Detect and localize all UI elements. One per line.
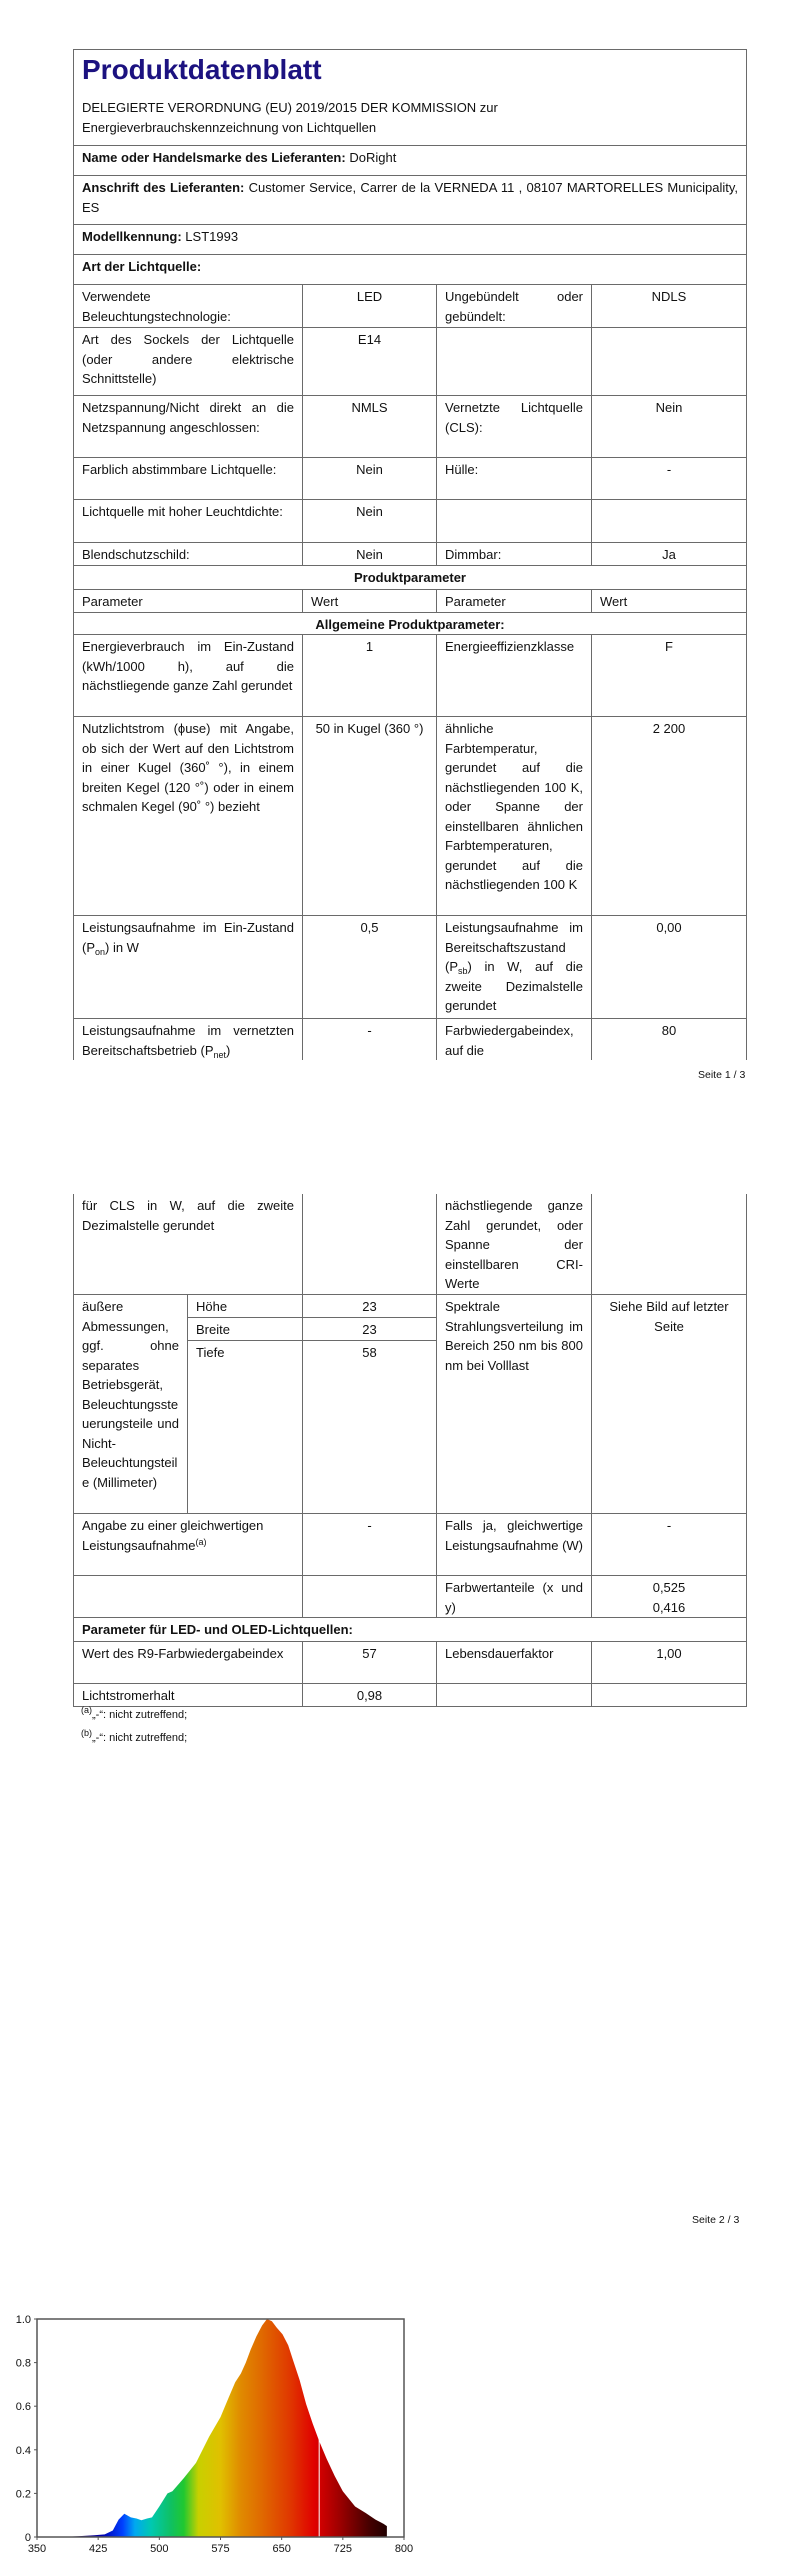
light-source-value-2 bbox=[591, 327, 747, 396]
footnote-mark: (b) bbox=[81, 1728, 92, 1738]
general-params-heading: Allgemeine Produktparameter: bbox=[73, 612, 747, 635]
dim-width-label: Breite bbox=[187, 1317, 303, 1341]
light-source-label-2: Vernetzte Lichtquelle (CLS): bbox=[436, 395, 592, 458]
empty-cell bbox=[591, 1683, 747, 1707]
cct-value: 2 200 bbox=[591, 716, 747, 916]
p-on-value: 0,5 bbox=[302, 915, 437, 1019]
p-on-sub: on bbox=[95, 946, 106, 957]
light-source-value-2: Nein bbox=[591, 395, 747, 458]
p-net-sub: net bbox=[213, 1049, 227, 1060]
cri-value: 80 bbox=[591, 1018, 747, 1060]
equivalent-text: Angabe zu einer gleichwertigen Leistungsaufnahme bbox=[82, 1518, 264, 1553]
light-source-value-2: NDLS bbox=[591, 284, 747, 328]
light-source-label: Art des Sockels der Lichtquelle (oder andere elektrische Schnittstelle) bbox=[73, 327, 303, 396]
p-on-text-end: ) in W bbox=[105, 939, 139, 955]
col-header-value-2: Wert bbox=[591, 589, 747, 613]
p-net-label-cont: für CLS in W, auf die zweite Dezimalstelle gerundet bbox=[73, 1194, 303, 1295]
lumen-maintenance-value: 0,98 bbox=[302, 1683, 437, 1707]
light-source-label: Verwendete Beleuchtungstechnologie: bbox=[73, 284, 303, 328]
dimensions-label: äußere Abmessungen, ggf. ohne separates Betriebsgerät, Beleuchtungssteuerungsteile und Nicht-Beleuchtungsteile (Millimeter) bbox=[73, 1294, 188, 1514]
chromaticity-label: Farbwertanteile (x und y) bbox=[436, 1575, 592, 1618]
light-source-label: Netzspannung/Nicht direkt an die Netzspannung angeschlossen: bbox=[73, 395, 303, 458]
light-source-label: Blendschutzschild: bbox=[73, 542, 303, 566]
y-tick-label: 0.8 bbox=[15, 2357, 31, 2370]
x-tick-label: 650 bbox=[272, 2543, 291, 2555]
model-value: LST1993 bbox=[185, 229, 239, 244]
efficiency-class-value: F bbox=[591, 634, 747, 717]
p-sb-text: Leistungsaufnahme im Bereitschaftszustand (P bbox=[445, 920, 583, 974]
equivalent-label bbox=[73, 1513, 303, 1576]
cri-value-cont bbox=[591, 1194, 747, 1295]
footnote-text: „-“: nicht zutreffend; bbox=[92, 1709, 188, 1721]
flux-value: 50 in Kugel (360 °) bbox=[302, 716, 437, 916]
supplier-name-value: DoRight bbox=[349, 150, 397, 165]
dim-depth-value: 58 bbox=[302, 1340, 437, 1514]
dim-depth-label: Tiefe bbox=[187, 1340, 303, 1514]
light-source-value: NMLS bbox=[302, 395, 437, 458]
supplier-name-label: Name oder Handelsmarke des Lieferanten: bbox=[82, 150, 346, 165]
product-params-heading: Produktparameter bbox=[73, 565, 747, 590]
light-source-value: Nein bbox=[302, 499, 437, 543]
survival-factor-value: 1,00 bbox=[591, 1641, 747, 1684]
r9-label: Wert des R9-Farbwiedergabeindex bbox=[73, 1641, 303, 1684]
empty-cell bbox=[73, 1575, 303, 1618]
model-row bbox=[73, 224, 747, 255]
footnote-ref-a: (a) bbox=[195, 1536, 207, 1547]
flux-label: Nutzlichtstrom (ϕuse) mit Angabe, ob sich der Wert auf den Lichtstrom in einer Kugel (360˚ °), in einem breiten Kegel (120 °˚) oder in einem schmalen Kegel (90˚ °) bezieht bbox=[73, 716, 303, 916]
empty-cell bbox=[436, 1683, 592, 1707]
efficiency-class-label: Energieeffizienzklasse bbox=[436, 634, 592, 717]
light-source-value-2 bbox=[591, 499, 747, 543]
page-title: Produktdatenblatt bbox=[82, 54, 322, 85]
cri-label-cont: nächstliegende ganze Zahl gerundet, oder Spanne der einstellbaren CRI-Werte bbox=[436, 1194, 592, 1295]
y-tick-label: 0.2 bbox=[15, 2488, 31, 2501]
model-label: Modellkennung: bbox=[82, 229, 182, 244]
empty-cell bbox=[302, 1575, 437, 1618]
light-source-value: Nein bbox=[302, 457, 437, 500]
light-source-label-2: Dimmbar: bbox=[436, 542, 592, 566]
x-tick-label: 500 bbox=[150, 2543, 169, 2555]
chromaticity-x: 0,525 bbox=[652, 1580, 686, 1595]
x-tick-label: 575 bbox=[211, 2543, 230, 2555]
energy-label: Energieverbrauch im Ein-Zustand (kWh/1000 h), auf die nächstliegende ganze Zahl gerundet bbox=[73, 634, 303, 717]
x-tick-label: 800 bbox=[394, 2543, 414, 2555]
light-source-value: LED bbox=[302, 284, 437, 328]
p-net-text: Leistungsaufnahme im vernetzten Bereitschaftsbetrieb (P bbox=[82, 1023, 294, 1058]
supplier-address-value: Customer Service, Carrer de la VERNEDA 11 , 08107 MARTORELLES Municipality, ES bbox=[82, 180, 738, 215]
r9-value: 57 bbox=[302, 1641, 437, 1684]
dim-height-value: 23 bbox=[302, 1294, 437, 1318]
x-tick-label: 350 bbox=[27, 2543, 47, 2555]
p-on-text: Leistungsaufnahme im Ein-Zustand (P bbox=[82, 920, 294, 955]
light-source-value-2: - bbox=[591, 457, 747, 500]
col-header-value-1: Wert bbox=[302, 589, 437, 613]
lumen-maintenance-label: Lichtstromerhalt bbox=[73, 1683, 303, 1707]
y-tick-label: 0.6 bbox=[15, 2401, 31, 2414]
p-sb-text-end: ) in W, auf die zweite Dezimalstelle gerundet bbox=[445, 959, 583, 1013]
footnote-b bbox=[81, 1728, 188, 1744]
light-source-value: E14 bbox=[302, 327, 437, 396]
supplier-address-row bbox=[73, 175, 747, 225]
col-header-param-1: Parameter bbox=[73, 589, 303, 613]
page-number-1: Seite 1 / 3 bbox=[698, 1069, 746, 1081]
equivalent-power-label: Falls ja, gleichwertige Leistungsaufnahme (W) bbox=[436, 1513, 592, 1576]
p-net-label bbox=[73, 1018, 303, 1060]
light-source-label: Farblich abstimmbare Lichtquelle: bbox=[73, 457, 303, 500]
spectrum-area bbox=[37, 2319, 387, 2537]
regulation-text: DELEGIERTE VERORDNUNG (EU) 2019/2015 DER KOMMISSION zur Energieverbrauchskennzeichnung von Lichtquellen bbox=[82, 100, 498, 135]
p-net-value-cont bbox=[302, 1194, 437, 1295]
cct-label: ähnliche Farbtemperatur, gerundet auf die nächstliegenden 100 K, oder Spanne der einstellbaren ähnlichen Farbtemperaturen, gerundet auf die nächstliegenden 100 K bbox=[436, 716, 592, 916]
p-on-label bbox=[73, 915, 303, 1019]
light-source-value: Nein bbox=[302, 542, 437, 566]
light-source-label-2 bbox=[436, 499, 592, 543]
footnote-a bbox=[81, 1705, 188, 1721]
y-tick-label: 1.0 bbox=[15, 2314, 31, 2326]
light-source-value-2: Ja bbox=[591, 542, 747, 566]
spd-label: Spektrale Strahlungsverteilung im Bereich 250 nm bis 800 nm bei Volllast bbox=[436, 1294, 592, 1514]
led-params-heading: Parameter für LED- und OLED-Lichtquellen: bbox=[73, 1617, 747, 1642]
cri-label: Farbwiedergabeindex, auf die bbox=[436, 1018, 592, 1060]
equivalent-power-value: - bbox=[591, 1513, 747, 1576]
light-source-label-2 bbox=[436, 327, 592, 396]
p-net-text-end: ) bbox=[226, 1042, 231, 1058]
y-tick-label: 0.4 bbox=[15, 2444, 31, 2457]
light-source-heading: Art der Lichtquelle: bbox=[73, 254, 747, 285]
dim-height-label: Höhe bbox=[187, 1294, 303, 1318]
p-sb-value: 0,00 bbox=[591, 915, 747, 1019]
col-header-param-2: Parameter bbox=[436, 589, 592, 613]
spd-value: Siehe Bild auf letzter Seite bbox=[591, 1294, 747, 1514]
y-tick-label: 0 bbox=[24, 2532, 31, 2544]
footnote-text: „-“: nicht zutreffend; bbox=[92, 1732, 188, 1744]
survival-factor-label: Lebensdauerfaktor bbox=[436, 1641, 592, 1684]
supplier-address-label: Anschrift des Lieferanten: bbox=[82, 180, 245, 195]
x-tick-label: 425 bbox=[88, 2543, 108, 2555]
p-net-value: - bbox=[302, 1018, 437, 1060]
spectral-distribution-chart bbox=[0, 2305, 430, 2555]
equivalent-value: - bbox=[302, 1513, 437, 1576]
x-tick-label: 725 bbox=[333, 2543, 353, 2555]
dim-width-value: 23 bbox=[302, 1317, 437, 1341]
chromaticity-y: 0,416 bbox=[652, 1599, 686, 1615]
chromaticity-value bbox=[591, 1575, 747, 1618]
light-source-label: Lichtquelle mit hoher Leuchtdichte: bbox=[73, 499, 303, 543]
p-sb-sub: sb bbox=[458, 966, 468, 976]
supplier-name-row bbox=[73, 145, 747, 176]
light-source-label-2: Hülle: bbox=[436, 457, 592, 500]
page-number-2: Seite 2 / 3 bbox=[692, 2214, 740, 2226]
energy-value: 1 bbox=[302, 634, 437, 717]
footnote-mark: (a) bbox=[81, 1705, 92, 1715]
p-sb-label bbox=[436, 915, 592, 1019]
light-source-label-2: Ungebündelt oder gebündelt: bbox=[436, 284, 592, 328]
